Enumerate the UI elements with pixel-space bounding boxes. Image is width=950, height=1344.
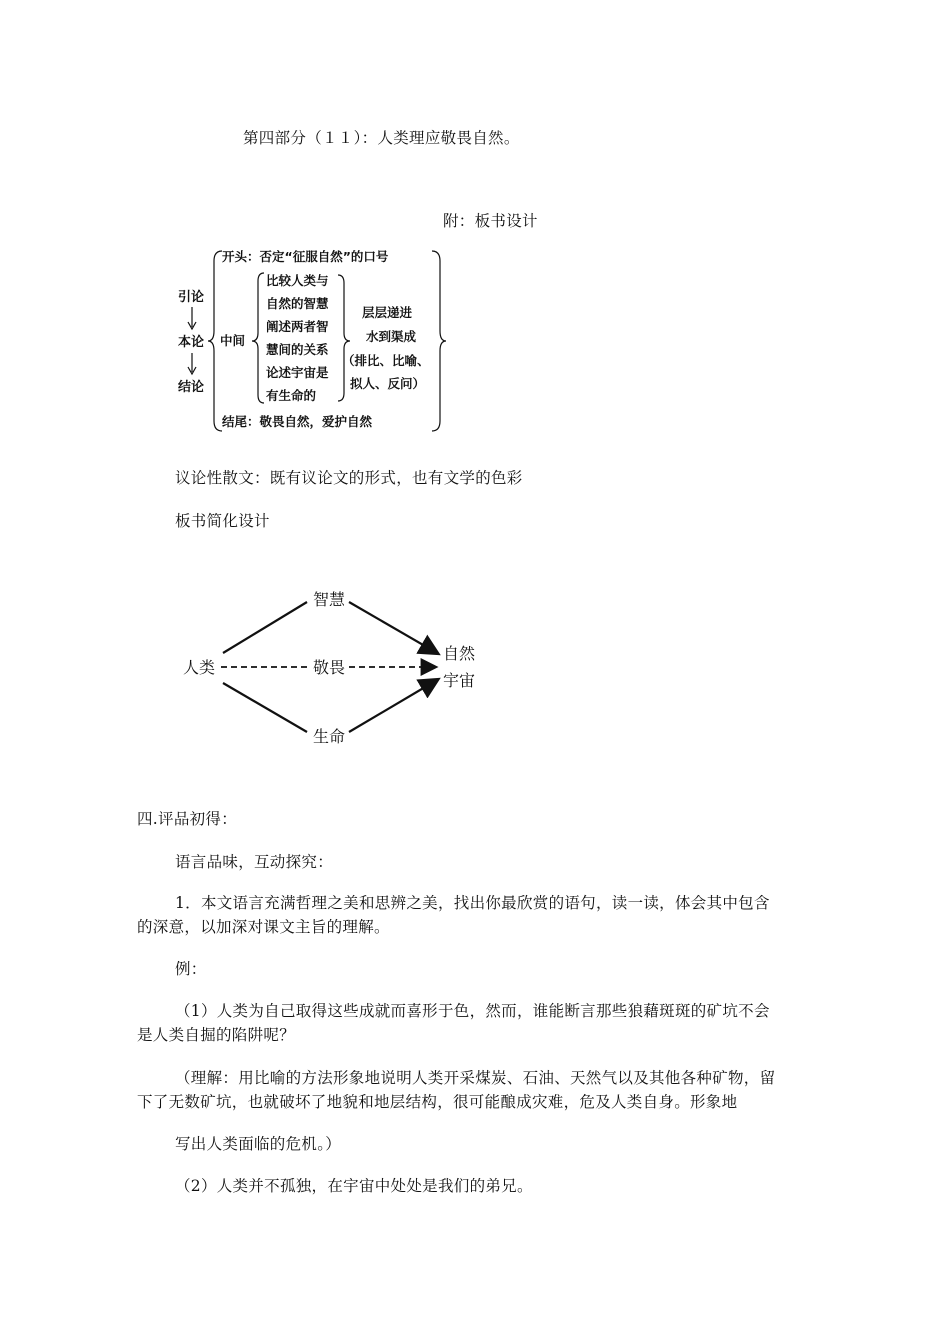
simplified-heading: 板书简化设计 xyxy=(175,512,270,530)
ex2-line-1: （2）人类并不孤独，在宇宙中处处是我们的弟兄。 xyxy=(175,1177,533,1195)
part4-line: 第四部分（１１）：人类理应敬畏自然。 xyxy=(243,129,520,147)
ex1-note-line-2: 下了无数矿坑，也就破坏了地貌和地层结构，很可能酿成灾难，危及人类自身。形象地 xyxy=(137,1093,738,1111)
universe-label: 宇宙 xyxy=(443,671,476,690)
arrow-human-wisdom xyxy=(223,602,307,653)
right-brace xyxy=(432,251,446,431)
middle-label: 中间 xyxy=(220,333,246,348)
simplified-board-diagram xyxy=(175,580,495,755)
appendix-heading: 附：板书设计 xyxy=(443,212,538,230)
board-design-diagram xyxy=(170,245,455,435)
arrow-life-nature xyxy=(349,680,437,732)
inner-right-brace xyxy=(338,275,350,401)
middle-brace xyxy=(252,273,264,403)
nature-label: 自然 xyxy=(443,644,476,663)
progress-line-2: 水到渠成 xyxy=(366,329,417,344)
essay-type-line: 议论性散文：既有议论文的形式，也有文学的色彩 xyxy=(175,469,523,487)
arrow-wisdom-nature xyxy=(349,602,437,653)
ex1-line-2: 是人类自掘的陷阱呢？ xyxy=(137,1026,296,1044)
q1-line-1: 1．本文语言充满哲理之美和思辨之美，找出你最欣赏的语句，读一读，体会其中包含 xyxy=(175,894,770,912)
mid-line-2: 自然的智慧 xyxy=(266,296,329,311)
mid-line-5: 论述宇宙是 xyxy=(266,365,329,380)
human-label: 人类 xyxy=(183,658,216,677)
section4-heading: 四.评品初得： xyxy=(137,810,238,828)
mid-line-6: 有生命的 xyxy=(266,388,317,403)
opening-text: 开头：否定“征服自然”的口号 xyxy=(222,249,389,264)
intro-label: 引论 xyxy=(178,290,205,305)
awe-label: 敬畏 xyxy=(313,658,346,677)
progress-line-1: 层层递进 xyxy=(362,305,413,320)
q1-line-2: 的深意，以加深对课文主旨的理解。 xyxy=(137,918,390,936)
mid-line-1: 比较人类与 xyxy=(266,273,329,288)
mid-line-4: 慧间的关系 xyxy=(266,342,329,357)
wisdom-label: 智慧 xyxy=(313,590,346,609)
body-label: 本论 xyxy=(178,335,205,350)
progress-line-3: （排比、比喻、 xyxy=(342,353,430,368)
ending-text: 结尾：敬畏自然，爱护自然 xyxy=(222,414,373,429)
ex1-note-line-1: （理解：用比喻的方法形象地说明人类开采煤炭、石油、天然气以及其他各种矿物，留 xyxy=(175,1069,776,1087)
ex1-note-line-3: 写出人类面临的危机。） xyxy=(175,1135,342,1153)
ex1-line-1: （1）人类为自己取得这些成就而喜形于色，然而，谁能断言那些狼藉斑斑的矿坑不会 xyxy=(175,1002,770,1020)
example-label: 例： xyxy=(175,960,207,978)
arrow-human-life xyxy=(223,683,307,732)
life-label: 生命 xyxy=(313,727,346,746)
conclusion-label: 结论 xyxy=(178,380,205,395)
progress-line-4: 拟人、反问） xyxy=(350,376,426,391)
mid-line-3: 阐述两者智 xyxy=(266,319,329,334)
lang-taste-line: 语言品味，互动探究： xyxy=(175,853,334,871)
